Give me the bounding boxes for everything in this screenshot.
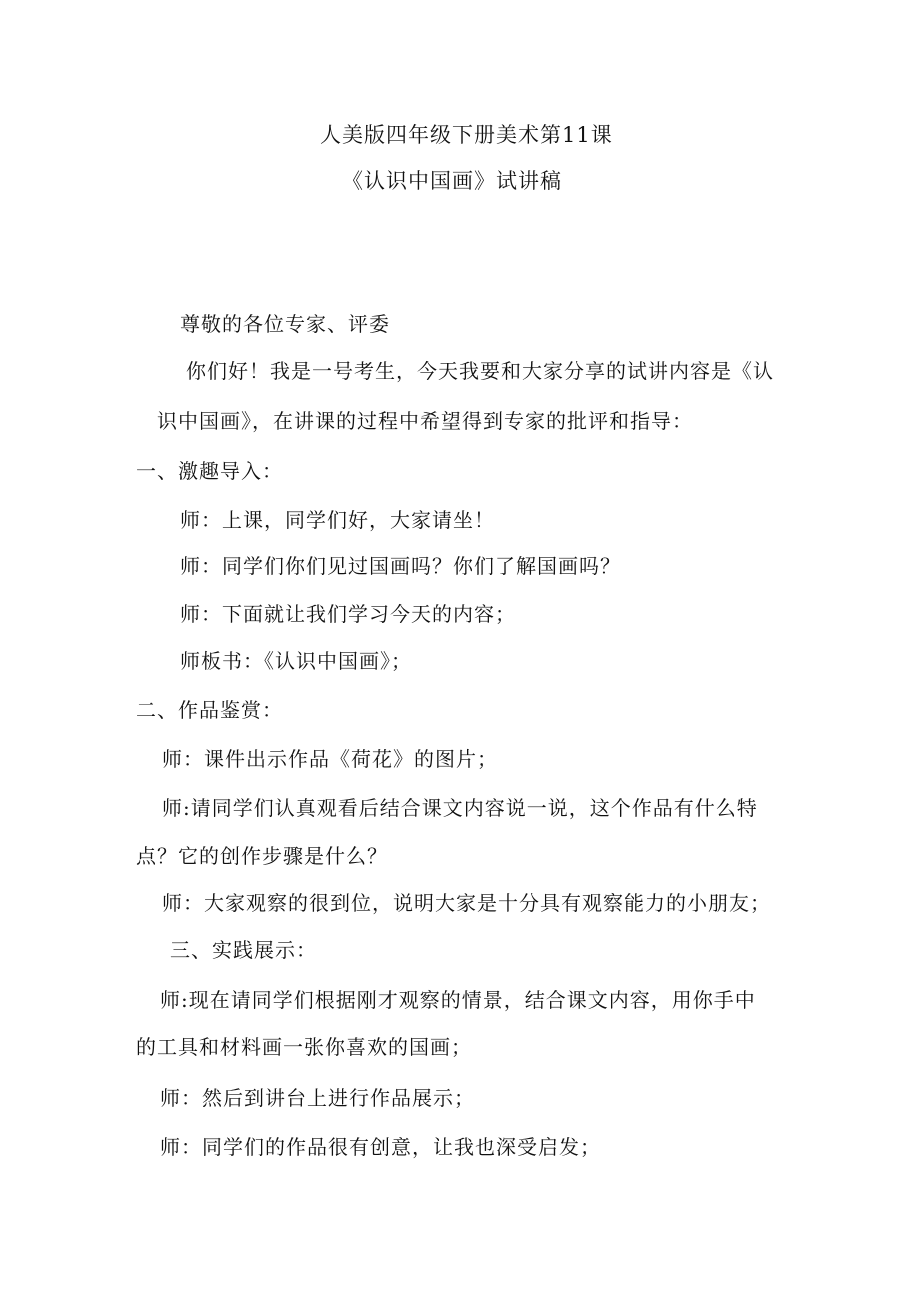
section-2-line: 师：大家观察的很到位，说明大家是十分具有观察能力的小朋友； [162,891,771,915]
section-1-heading: 一、激趣导入： [136,459,283,483]
section-2-line: 点？它的创作步骤是什么？ [136,844,388,868]
section-1-line: 师：同学们你们见过国画吗？你们了解国画吗？ [180,554,621,578]
section-3-line: 师：同学们的作品很有创意，让我也深受启发； [160,1135,601,1159]
section-2-heading: 二、作品鉴赏： [136,698,283,722]
document-subtitle: 《认识中国画》试讲稿 [342,169,562,193]
intro-line-2: 识中国画》，在讲课的过程中希望得到专家的批评和指导： [157,409,693,433]
section-3-line: 的工具和材料画一张你喜欢的国画； [136,1035,472,1059]
section-2-line: 师：课件出示作品《荷花》的图片； [162,747,498,771]
intro-line-1: 你们好！我是一号考生，今天我要和大家分享的试讲内容是《认 [186,359,774,383]
section-1-line: 师板书：《认识中国画》； [180,649,412,673]
section-1-line: 师：上课，同学们好，大家请坐！ [180,508,495,532]
section-1-line: 师：下面就让我们学习今天的内容； [180,602,516,626]
section-3-heading: 三、实践展示： [170,938,317,962]
section-2-line: 师:请同学们认真观看后结合课文内容说一说，这个作品有什么特 [162,796,758,820]
greeting: 尊敬的各位专家、评委 [180,312,390,336]
document-title: 人美版四年级下册美术第11课 [320,123,613,147]
section-3-line: 师：然后到讲台上进行作品展示； [160,1086,475,1110]
section-3-line: 师:现在请同学们根据刚才观察的情景，结合课文内容，用你手中 [160,988,756,1012]
